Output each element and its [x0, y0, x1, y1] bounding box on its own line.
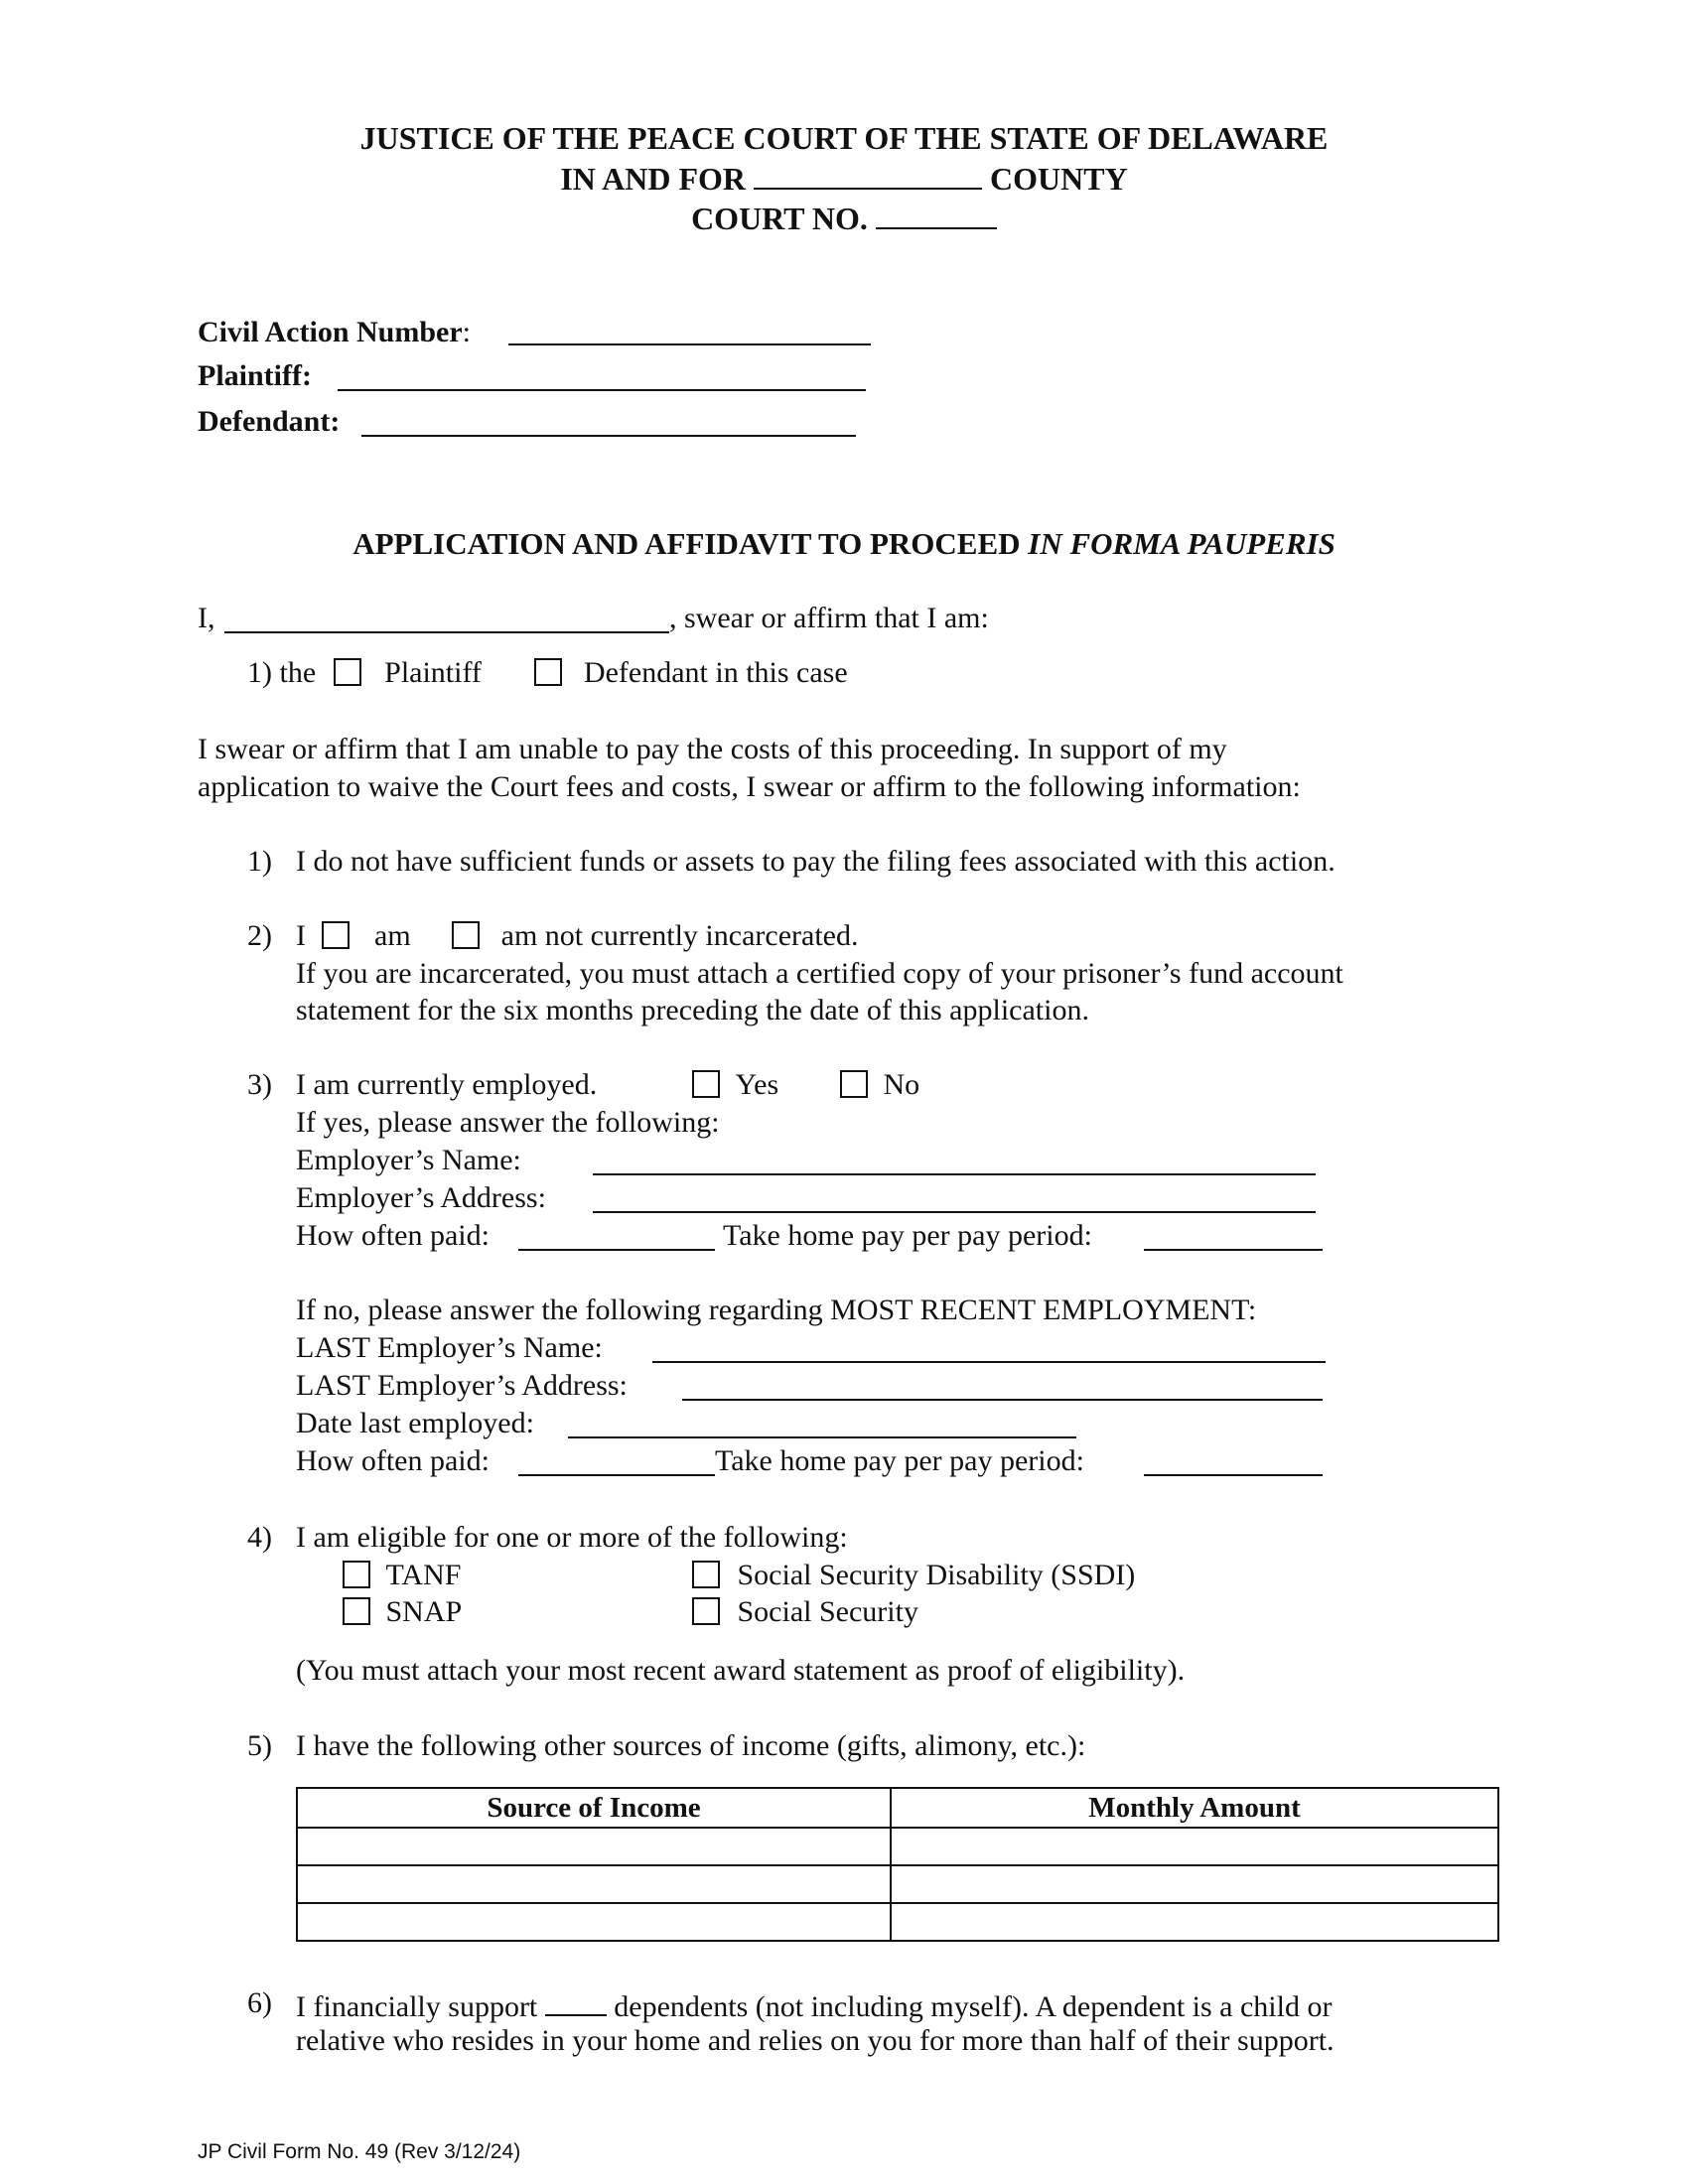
item-3-number: 3): [247, 1068, 272, 1101]
employer-address-label: Employer’s Address:: [296, 1181, 546, 1214]
item-2-row: [296, 919, 858, 953]
item-6-number: 6): [247, 1986, 272, 2019]
if-no-text: If no, please answer the following regarding MOST RECENT EMPLOYMENT:: [296, 1294, 1257, 1326]
monthly-amount-header: Monthly Amount: [891, 1788, 1498, 1828]
snap-row: [343, 1595, 462, 1629]
item-6-row: [296, 1986, 1332, 2024]
ssdi-checkbox[interactable]: [692, 1561, 720, 1588]
incarcerated-am-not-label: am not currently incarcerated.: [500, 919, 859, 952]
tanf-label: TANF: [385, 1559, 462, 1591]
employed-no-label: No: [883, 1068, 920, 1101]
employer-name-field[interactable]: [593, 1173, 1316, 1175]
last-employer-address-label: LAST Employer’s Address:: [296, 1369, 628, 1402]
plaintiff-checkbox[interactable]: [334, 658, 361, 686]
county-line: [0, 160, 1688, 198]
employed-no-row: [840, 1068, 919, 1102]
take-home-2-label: Take home pay per pay period:: [715, 1444, 1084, 1477]
source-of-income-cell[interactable]: [297, 1903, 891, 1941]
how-often-paid-2-field[interactable]: [518, 1474, 715, 1476]
snap-label: SNAP: [385, 1595, 463, 1628]
table-row: [297, 1828, 1498, 1865]
incarcerated-am-checkbox[interactable]: [322, 921, 350, 949]
court-number-label: COURT NO.: [691, 201, 868, 236]
if-yes-text: If yes, please answer the following:: [296, 1106, 720, 1139]
defendant-field[interactable]: [361, 435, 856, 437]
social-security-checkbox[interactable]: [692, 1597, 720, 1625]
employer-address-field[interactable]: [593, 1211, 1316, 1213]
source-of-income-cell[interactable]: [297, 1865, 891, 1903]
oath-suffix: , swear or affirm that I am:: [669, 602, 989, 634]
item-2-number: 2): [247, 919, 272, 952]
income-table-header: [297, 1788, 1498, 1828]
item-4-text: I am eligible for one or more of the following:: [296, 1521, 848, 1554]
oath-prefix: I,: [198, 602, 215, 634]
defendant-checkbox[interactable]: [534, 658, 562, 686]
last-employer-name-field[interactable]: [652, 1361, 1326, 1363]
county-suffix: COUNTY: [990, 161, 1128, 197]
source-of-income-header: Source of Income: [297, 1788, 891, 1828]
employed-yes-label: Yes: [735, 1068, 779, 1101]
monthly-amount-cell[interactable]: [891, 1865, 1498, 1903]
dependents-count-field[interactable]: [545, 1986, 607, 2016]
item-5-text: I have the following other sources of income (gifts, alimony, etc.):: [296, 1729, 1086, 1762]
date-last-employed-label: Date last employed:: [296, 1407, 534, 1439]
monthly-amount-cell[interactable]: [891, 1903, 1498, 1941]
item-1-number: 1): [247, 845, 272, 878]
defendant-option: Defendant in this case: [583, 656, 848, 689]
civil-action-field[interactable]: [508, 343, 871, 345]
item-3-question: I am currently employed.: [296, 1068, 598, 1101]
item-2-note-1: If you are incarcerated, you must attach a certified copy of your prisoner’s fund account: [296, 957, 1343, 990]
item-1-text: I do not have sufficient funds or assets to pay the filing fees associated with this action.: [296, 845, 1336, 878]
social-security-row: [692, 1595, 918, 1629]
plaintiff-option: Plaintiff: [384, 656, 482, 689]
county-prefix: IN AND FOR: [560, 161, 746, 197]
item-6-line-2: relative who resides in your home and relies on you for more than half of their support.: [296, 2024, 1335, 2057]
intro-line-2: application to waive the Court fees and costs, I swear or affirm to the following information:: [198, 770, 1301, 803]
item-4-note: (You must attach your most recent award statement as proof of eligibility).: [296, 1654, 1186, 1687]
tanf-checkbox[interactable]: [343, 1561, 370, 1588]
snap-checkbox[interactable]: [343, 1597, 370, 1625]
civil-action-row: [198, 316, 471, 349]
court-title: JUSTICE OF THE PEACE COURT OF THE STATE OF DELAWARE: [359, 120, 1329, 156]
plaintiff-label: Plaintiff:: [198, 359, 312, 392]
social-security-label: Social Security: [737, 1595, 918, 1628]
civil-action-label: Civil Action Number: [198, 316, 463, 348]
form-title: [0, 526, 1688, 562]
employed-yes-row: [692, 1068, 778, 1102]
ssdi-label: Social Security Disability (SSDI): [737, 1559, 1136, 1591]
intro-line-1: I swear or affirm that I am unable to pay the costs of this proceeding. In support of my: [198, 733, 1227, 765]
plaintiff-field[interactable]: [338, 389, 866, 391]
how-often-paid-2-label: How often paid:: [296, 1444, 490, 1477]
civil-action-colon: :: [462, 316, 472, 348]
item-4-number: 4): [247, 1521, 272, 1554]
court-number-line: [0, 200, 1688, 237]
applicant-name-field[interactable]: [224, 631, 669, 633]
form-title-main: APPLICATION AND AFFIDAVIT TO PROCEED: [352, 526, 1021, 561]
item-5-number: 5): [247, 1729, 272, 1762]
tanf-row: [343, 1559, 461, 1592]
item-2-prefix: I: [296, 919, 306, 952]
item-6-post: dependents (not including myself). A dependent is a child or: [614, 1990, 1333, 2023]
take-home-label: Take home pay per pay period:: [723, 1219, 1092, 1252]
role-prefix: 1) the: [247, 656, 317, 689]
table-row: [297, 1903, 1498, 1941]
incarcerated-am-label: am: [374, 919, 411, 952]
defendant-label: Defendant:: [198, 405, 341, 438]
item-6-pre: I financially support: [296, 1990, 538, 2023]
item-2-note-2: statement for the six months preceding the date of this application.: [296, 994, 1089, 1026]
date-last-employed-field[interactable]: [568, 1436, 1076, 1438]
ssdi-row: [692, 1559, 1135, 1592]
source-of-income-cell[interactable]: [297, 1828, 891, 1865]
last-employer-address-field[interactable]: [682, 1399, 1323, 1401]
role-row: [247, 656, 848, 690]
monthly-amount-cell[interactable]: [891, 1828, 1498, 1865]
take-home-2-field[interactable]: [1144, 1474, 1323, 1476]
income-table: [296, 1787, 1499, 1942]
county-field[interactable]: [754, 160, 982, 190]
employer-name-label: Employer’s Name:: [296, 1144, 521, 1176]
table-row: [297, 1865, 1498, 1903]
form-footer: JP Civil Form No. 49 (Rev 3/12/24): [198, 2140, 521, 2163]
court-number-field[interactable]: [876, 200, 997, 229]
employed-yes-checkbox[interactable]: [692, 1070, 720, 1098]
incarcerated-am-not-checkbox[interactable]: [452, 921, 480, 949]
take-home-field[interactable]: [1144, 1249, 1323, 1251]
last-employer-name-label: LAST Employer’s Name:: [296, 1331, 603, 1364]
how-often-paid-label: How often paid:: [296, 1219, 490, 1252]
form-title-italic: IN FORMA PAUPERIS: [1028, 526, 1336, 561]
employed-no-checkbox[interactable]: [840, 1070, 868, 1098]
how-often-paid-field[interactable]: [518, 1249, 715, 1251]
